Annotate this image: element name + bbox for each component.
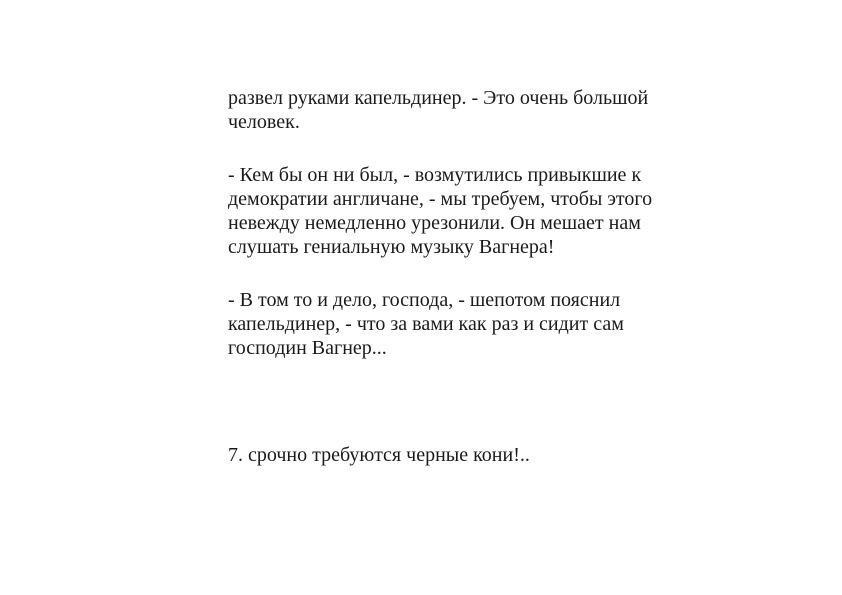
paragraph-3	[228, 288, 748, 360]
text-line: слушать гениальную музыку Вагнера!	[228, 236, 555, 258]
text-line: - Кем бы он ни был, - возмутились привыкшие к	[228, 164, 642, 186]
text-line: развел руками капельдинер. - Это очень большой	[228, 87, 649, 109]
paragraph-gap	[228, 259, 748, 288]
paragraph-2	[228, 163, 748, 259]
text-column	[228, 86, 748, 467]
text-line: человек.	[228, 111, 300, 133]
section-gap	[228, 360, 748, 443]
section-heading: 7. срочно требуются черные кони!..	[228, 444, 530, 466]
text-line: невежду немедленно урезонили. Он мешает нам	[228, 212, 641, 234]
text-line: демократии англичане, - мы требуем, чтобы этого	[228, 188, 653, 210]
paragraph-gap	[228, 134, 748, 163]
text-line: - В том то и дело, господа, - шепотом пояснил	[228, 289, 621, 311]
text-line: капельдинер, - что за вами как раз и сидит сам	[228, 313, 624, 335]
text-line: господин Вагнер...	[228, 337, 387, 359]
paragraph-1	[228, 86, 748, 134]
